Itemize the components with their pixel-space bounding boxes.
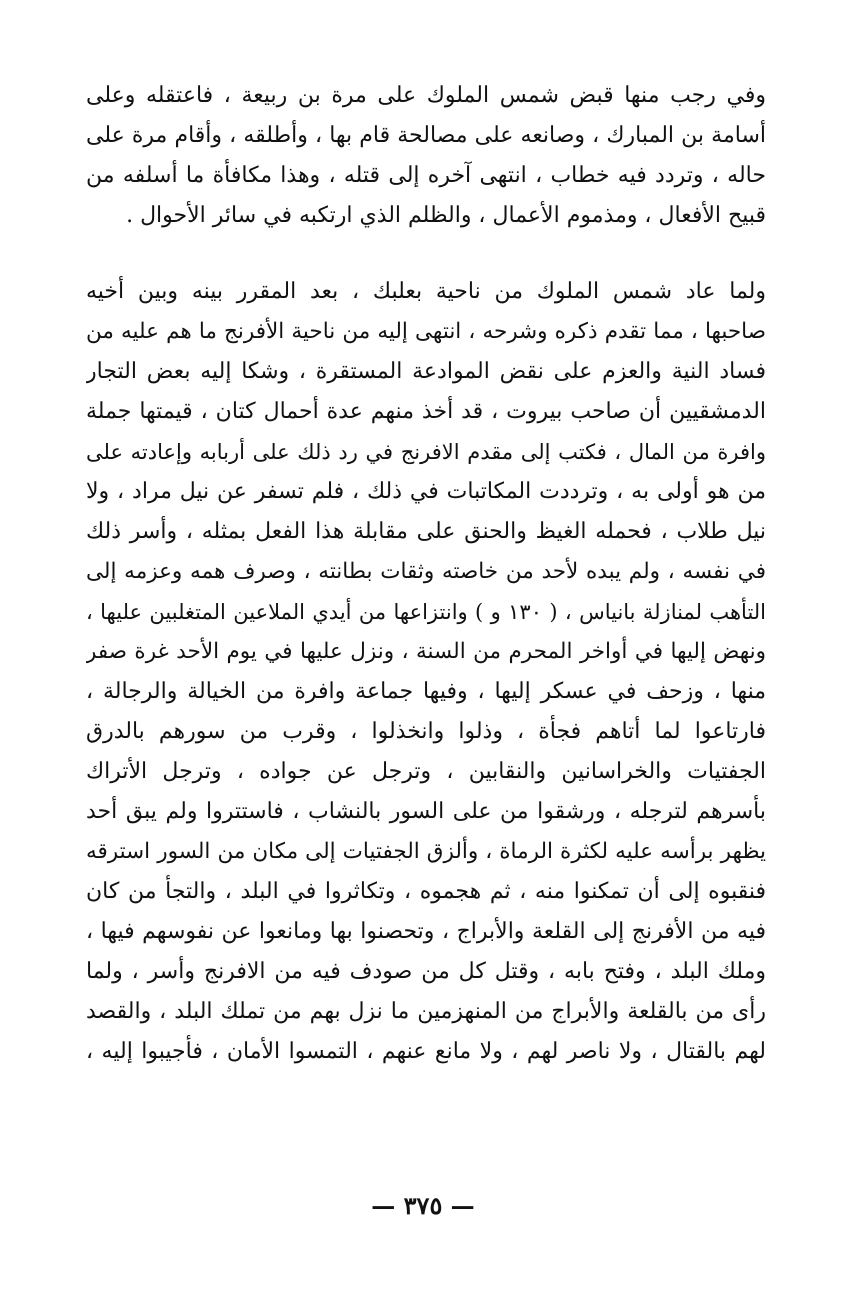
text-line: منها ، وزحف في عسكر إليها ، وفيها جماعة وافرة من الخيالة والرجالة ، — [86, 679, 766, 704]
paragraph-2 — [86, 272, 766, 1072]
text-line: فارتاعوا لما أتاهم فجأة ، وذلوا وانخذلوا ، وقرب من سورهم بالدرق — [86, 719, 766, 744]
text-line: الدمشقيين أن صاحب بيروت ، قد أخذ منهم عدة أحمال كتان ، قيمتها جملة — [86, 399, 766, 424]
text-line: فنقبوه إلى أن تمكنوا منه ، ثم هجموه ، وتكاثروا في البلد ، والتجأ من كان — [86, 879, 766, 904]
text-line: بأسرهم لترجله ، ورشقوا من على السور بالنشاب ، فاستتروا ولم يبق أحد — [86, 799, 766, 824]
text-line: وملك البلد ، وفتح بابه ، وقتل كل من صودف فيه من الافرنج وأسر ، ولما — [86, 959, 766, 984]
text-line: صاحبها ، مما تقدم ذكره وشرحه ، انتهى إليه من ناحية الأفرنج ما هم عليه من — [86, 319, 766, 344]
text-line: حاله ، وتردد فيه خطاب ، انتهى آخره إلى قتله ، وهذا مكافأة ما أسلفه من — [86, 163, 766, 188]
text-line: نيل طلاب ، فحمله الغيظ والحنق على مقابلة هذا الفعل بمثله ، وأسر ذلك — [86, 519, 766, 544]
text-line: في نفسه ، ولم يبده لأحد من خاصته وثقات بطانته ، وصرف همه وعزمه إلى — [86, 559, 766, 584]
paragraph-1 — [86, 76, 766, 236]
text-line: ولما عاد شمس الملوك من ناحية بعلبك ، بعد المقرر بينه وبين أخيه — [86, 279, 766, 304]
text-line: لهم بالقتال ، ولا ناصر لهم ، ولا مانع عنهم ، التمسوا الأمان ، فأجيبوا إليه ، — [86, 1039, 766, 1064]
text-line: رأى من بالقلعة والأبراج من المنهزمين ما نزل بهم من تملك البلد ، والقصد — [86, 999, 766, 1024]
text-line: يظهر برأسه عليه لكثرة الرماة ، وألزق الجفتيات إلى مكان من السور استرقه — [86, 839, 766, 864]
text-line: وافرة من المال ، فكتب إلى مقدم الافرنج في رد ذلك على أربابه وإعادته على — [86, 440, 766, 464]
text-line: التأهب لمنازلة بانياس ، ( ١٣٠ و ) وانتزاعها من أيدي الملاعين المتغلبين عليها ، — [86, 600, 766, 624]
text-line: الجفتيات والخراسانين والنقابين ، وترجل عن جواده ، وترجل الأتراك — [86, 759, 766, 784]
text-line: فساد النية والعزم على نقض الموادعة المستقرة ، وشكا إليه بعض التجار — [86, 359, 766, 384]
text-line: أسامة بن المبارك ، وصانعه على مصالحة قام بها ، وأطلقه ، وأقام مرة على — [86, 123, 766, 148]
text-line: قبيح الأفعال ، ومذموم الأعمال ، والظلم الذي ارتكبه في سائر الأحوال . — [126, 203, 766, 228]
text-line: فيه من الأفرنج إلى القلعة والأبراج ، وتحصنوا بها ومانعوا عن نفوسهم فيها ، — [86, 919, 766, 944]
text-line: من هو أولى به ، وترددت المكاتبات في ذلك ، فلم تسفر عن نيل مراد ، ولا — [86, 479, 766, 504]
text-line: ونهض إليها في أواخر المحرم من السنة ، ونزل عليها في يوم الأحد غرة صفر — [86, 639, 766, 664]
page-number: — ٣٧٥ — — [371, 1191, 475, 1220]
text-line: وفي رجب منها قبض شمس الملوك على مرة بن ربيعة ، فاعتقله وعلى — [86, 83, 766, 108]
